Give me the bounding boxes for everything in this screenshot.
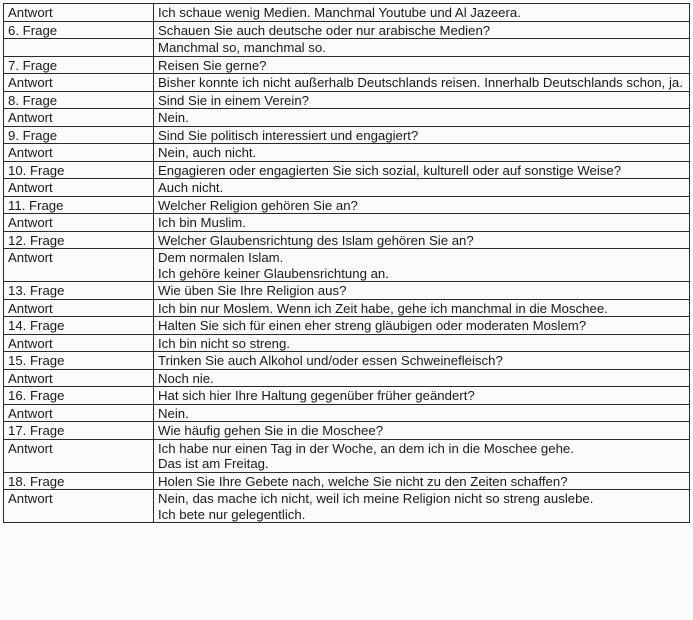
row-text — [154, 387, 690, 405]
table-row — [4, 161, 690, 179]
row-label: 17. Frage — [4, 422, 154, 440]
row-label: Antwort — [4, 369, 154, 387]
text-line: Ich schaue wenig Medien. Manchmal Youtube und Al Jazeera. — [158, 5, 521, 20]
table-row — [4, 91, 690, 109]
text-line: Nein. — [158, 110, 189, 125]
text-line: Welcher Glaubensrichtung des Islam gehören Sie an? — [158, 232, 474, 248]
table-row — [4, 196, 690, 214]
text-line: Wie üben Sie Ihre Religion aus? — [158, 283, 347, 298]
row-label: Antwort — [4, 439, 154, 472]
row-label: 8. Frage — [4, 91, 154, 109]
table-row — [4, 334, 690, 352]
row-text — [154, 472, 690, 490]
text-line: Sind Sie politisch interessiert und engagiert? — [158, 127, 419, 143]
row-text — [154, 369, 690, 387]
row-label: Antwort — [4, 249, 154, 282]
text-line: Engagieren oder engagierten Sie sich sozial, kulturell oder auf sonstige Weise? — [158, 162, 622, 178]
table-row — [4, 21, 690, 39]
table-row — [4, 39, 690, 57]
text-line: Nein, auch nicht. — [158, 145, 257, 160]
row-text — [154, 249, 690, 282]
text-line: Nein. — [158, 405, 189, 421]
row-label: Antwort — [4, 214, 154, 232]
table-row — [4, 282, 690, 300]
text-line: Ich bete nur gelegentlich. — [158, 506, 306, 522]
table-row — [4, 179, 690, 197]
row-label: Antwort — [4, 109, 154, 127]
row-text — [154, 282, 690, 300]
table-row — [4, 56, 690, 74]
row-label: 16. Frage — [4, 387, 154, 405]
row-label — [4, 39, 154, 57]
text-line: Welcher Religion gehören Sie an? — [158, 197, 358, 213]
text-line: Nein, das mache ich nicht, weil ich meine Religion nicht so streng auslebe. — [158, 491, 594, 506]
row-text — [154, 74, 690, 92]
row-text — [154, 422, 690, 440]
row-text — [154, 109, 690, 127]
row-label: 12. Frage — [4, 231, 154, 249]
row-text — [154, 39, 690, 57]
row-label: 10. Frage — [4, 161, 154, 179]
row-label: Antwort — [4, 490, 154, 523]
text-line: Ich bin nur Moslem. Wenn ich Zeit habe, gehe ich manchmal in die Moschee. — [158, 300, 608, 316]
table-row — [4, 472, 690, 490]
interview-table — [3, 3, 690, 523]
table-row — [4, 109, 690, 127]
row-label: 14. Frage — [4, 317, 154, 335]
table-row — [4, 404, 690, 422]
text-line: Wie häufig gehen Sie in die Moschee? — [158, 423, 384, 438]
text-line: Manchmal so, manchmal so. — [158, 40, 326, 55]
row-label: Antwort — [4, 404, 154, 422]
row-text — [154, 404, 690, 422]
text-line: Das ist am Freitag. — [158, 456, 269, 471]
row-text — [154, 231, 690, 249]
table-row — [4, 74, 690, 92]
text-line: Trinken Sie auch Alkohol und/oder essen Schweinefleisch? — [158, 353, 503, 368]
row-text — [154, 56, 690, 74]
row-text — [154, 179, 690, 197]
row-text — [154, 91, 690, 109]
table-row — [4, 422, 690, 440]
row-label: Antwort — [4, 4, 154, 22]
text-line: Auch nicht. — [158, 180, 224, 195]
row-label: Antwort — [4, 74, 154, 92]
row-label: 15. Frage — [4, 352, 154, 370]
text-line: Ich gehöre keiner Glaubensrichtung an. — [158, 265, 389, 281]
row-text — [154, 214, 690, 232]
row-text — [154, 4, 690, 22]
text-line: Bisher konnte ich nicht außerhalb Deutschlands reisen. Innerhalb Deutschlands schon, ja. — [158, 75, 683, 90]
table-row — [4, 369, 690, 387]
text-line: Holen Sie Ihre Gebete nach, welche Sie nicht zu den Zeiten schaffen? — [158, 473, 568, 489]
row-text — [154, 144, 690, 162]
row-label: Antwort — [4, 144, 154, 162]
table-row — [4, 317, 690, 335]
table-row — [4, 214, 690, 232]
text-line: Reisen Sie gerne? — [158, 57, 267, 73]
row-text — [154, 439, 690, 472]
table-row — [4, 387, 690, 405]
row-label: Antwort — [4, 299, 154, 317]
row-label: 11. Frage — [4, 196, 154, 214]
row-text — [154, 196, 690, 214]
row-text — [154, 334, 690, 352]
table-row — [4, 439, 690, 472]
table-row — [4, 299, 690, 317]
row-label: Antwort — [4, 334, 154, 352]
row-label: 7. Frage — [4, 56, 154, 74]
row-label: 9. Frage — [4, 126, 154, 144]
table-row — [4, 231, 690, 249]
row-label: 13. Frage — [4, 282, 154, 300]
row-text — [154, 299, 690, 317]
table-row — [4, 249, 690, 282]
table-row — [4, 126, 690, 144]
row-label: 18. Frage — [4, 472, 154, 490]
text-line: Ich habe nur einen Tag in der Woche, an dem ich in die Moschee gehe. — [158, 440, 574, 456]
text-line: Noch nie. — [158, 370, 214, 386]
text-line: Ich bin nicht so streng. — [158, 335, 290, 351]
table-row — [4, 490, 690, 523]
table-row — [4, 144, 690, 162]
table-row — [4, 352, 690, 370]
row-label: Antwort — [4, 179, 154, 197]
row-label: 6. Frage — [4, 21, 154, 39]
table-row — [4, 4, 690, 22]
row-text — [154, 126, 690, 144]
text-line: Schauen Sie auch deutsche oder nur arabische Medien? — [158, 22, 491, 38]
text-line: Ich bin Muslim. — [158, 215, 246, 230]
text-line: Hat sich hier Ihre Haltung gegenüber früher geändert? — [158, 388, 475, 403]
row-text — [154, 161, 690, 179]
interview-rows — [4, 4, 690, 523]
row-text — [154, 490, 690, 523]
row-text — [154, 352, 690, 370]
row-text — [154, 21, 690, 39]
text-line: Halten Sie sich für einen eher streng gläubigen oder moderaten Moslem? — [158, 318, 587, 333]
row-text — [154, 317, 690, 335]
text-line: Sind Sie in einem Verein? — [158, 92, 310, 108]
text-line: Dem normalen Islam. — [158, 250, 284, 265]
